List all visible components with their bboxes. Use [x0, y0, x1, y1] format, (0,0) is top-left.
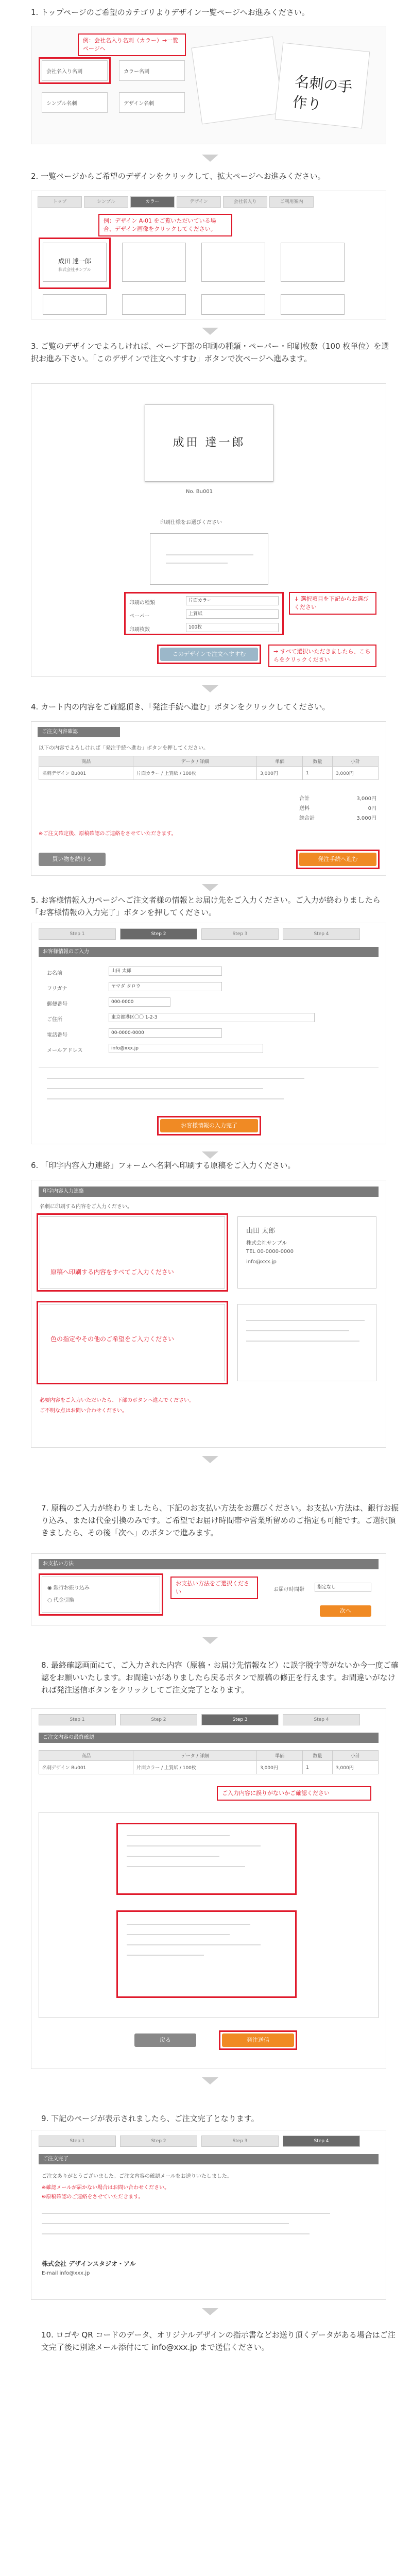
- step-tab: Step 1: [39, 928, 116, 940]
- delivery-time-select[interactable]: 指定なし: [315, 1583, 371, 1592]
- step-3-callout: → すべて選択いただきましたら、こちらをクリックください: [268, 645, 376, 667]
- option-label: 代金引換: [53, 1598, 74, 1603]
- text-line: [127, 1955, 204, 1956]
- down-arrow-icon: [202, 1637, 218, 1644]
- step-9-heading: [41, 2112, 402, 2125]
- design-code: No. Bu001: [186, 489, 213, 495]
- step-tabs: [39, 2136, 360, 2147]
- step-5-screenshot: [31, 923, 386, 1144]
- step-tab: Step 3: [201, 1714, 279, 1725]
- highlight-frame: [157, 645, 261, 664]
- cell: 1: [303, 1761, 333, 1774]
- step-3-callout: ↓ 選択項目を下記からお選びください: [289, 592, 376, 615]
- step-1-callout: 例：会社名入り名刺（カラー）→一覧ページへ: [78, 33, 186, 56]
- step-number: 10.: [41, 2330, 54, 2340]
- total-value: 3,000円: [356, 816, 376, 821]
- preview-line: info@xxx.jp: [246, 1259, 277, 1265]
- textarea-hint: 色の指定やその他のご希望をご入力ください: [50, 1335, 175, 1343]
- field-label: 郵便番号: [47, 1002, 67, 1007]
- payment-option[interactable]: ○ 代金引換: [47, 1598, 74, 1603]
- text-line: [42, 2223, 289, 2224]
- card-name: 成田 達一郎: [173, 436, 246, 449]
- category-link[interactable]: デザイン名刺: [119, 92, 185, 113]
- field-label: お届け時間帯: [273, 1587, 304, 1592]
- customer-info-submit-button[interactable]: お客様情報の入力完了: [160, 1119, 258, 1132]
- step-tab: Step 2: [120, 928, 197, 940]
- down-arrow-icon: [202, 328, 218, 335]
- step-4-screenshot: [31, 721, 386, 876]
- print-preview: [237, 1216, 376, 1289]
- preview-line: 株式会社サンプル: [246, 1241, 287, 1246]
- step-number: 9.: [41, 2114, 49, 2123]
- red-note: ※確認メールが届かない場合はお問い合わせください。: [42, 2185, 170, 2191]
- column-header: 単価: [257, 756, 303, 767]
- text-line: [127, 1866, 245, 1867]
- field-label: フリガナ: [47, 986, 67, 992]
- highlight-frame: [219, 2030, 297, 2050]
- step-tab: Step 4: [283, 1714, 360, 1725]
- cell: 3,000円: [257, 1761, 303, 1774]
- red-note: ご不明な点はお問い合わせください。: [40, 1408, 127, 1414]
- cell: 片面カラー / 上質紙 / 100枚: [133, 1761, 257, 1774]
- down-arrow-icon: [202, 1151, 218, 1159]
- step-text: トップページのご希望のカテゴリよりデザイン一覧ページへお進みください。: [41, 8, 310, 17]
- text-line: [166, 563, 228, 564]
- cell: 3,000円: [332, 1761, 378, 1774]
- design-thumbnail[interactable]: [122, 243, 186, 282]
- step-number: 5.: [31, 895, 39, 905]
- card-name: 成田 達一郎: [58, 258, 91, 265]
- step-number: 6.: [31, 1161, 39, 1170]
- section-header: ご注文内容の最終確認: [39, 1733, 379, 1743]
- paper-select[interactable]: 上質紙: [186, 609, 279, 619]
- text-line: [246, 1330, 349, 1331]
- step-text: 原稿のご入力が終わりましたら、下記のお支払い方法をお選びください。お支払い方法は、銀行お振り込み、または代金引換のみです。ご希望でお届け時間帯や営業所留めのご指定も可能です。ご選択頂きましたら、その後「次へ」のボタンで進みます。: [41, 1503, 399, 1537]
- preview-line: 山田 太郎: [246, 1227, 276, 1235]
- step-text: 下記のページが表示されましたら、ご注文完了となります。: [51, 2114, 259, 2123]
- option-label: 印刷枚数: [129, 627, 150, 633]
- total-label: 総合計: [299, 816, 315, 821]
- step-9-screenshot: [31, 2130, 386, 2300]
- red-note: ※原稿確認のご連絡をさせていただきます。: [42, 2194, 144, 2200]
- column-header: 商品: [39, 756, 133, 767]
- step-tab: Step 2: [120, 2136, 197, 2147]
- highlight-frame: [116, 1823, 297, 1895]
- step-7-screenshot: [31, 1553, 386, 1625]
- send-order-button[interactable]: 発注送信: [222, 2033, 294, 2047]
- text-line: [47, 1088, 263, 1089]
- text-line: [246, 1341, 359, 1342]
- cell: 3,000円: [332, 767, 378, 780]
- highlight-frame: [37, 1213, 228, 1292]
- step-tabs: [39, 928, 360, 940]
- step-8-heading: [41, 1659, 402, 1696]
- text-line: [246, 1320, 365, 1321]
- design-thumbnail[interactable]: [201, 294, 265, 315]
- total-label: 合計: [299, 796, 310, 802]
- nav-tab[interactable]: 会社名入り: [223, 196, 267, 208]
- section-header: ご注文内容確認: [38, 727, 120, 737]
- step-8-screenshot: [31, 1708, 386, 2069]
- step-text: 一覧ページからご希望のデザインをクリックして、拡大ページへお進みください。: [41, 172, 325, 181]
- quantity-select[interactable]: 100枚: [186, 623, 279, 632]
- section-header: 印字内容入力連絡: [39, 1187, 379, 1197]
- proceed-checkout-button[interactable]: 発注手続へ進む: [299, 853, 376, 866]
- step-3-heading: [31, 340, 391, 365]
- design-thumbnail[interactable]: [281, 294, 345, 315]
- down-arrow-icon: [202, 685, 218, 692]
- company-name: 株式会社 デザインスタジオ・アル: [42, 2260, 136, 2267]
- text-line: [127, 1835, 230, 1836]
- cart-table: [39, 756, 379, 780]
- red-note: ※ご注文確定後、原稿確認のご連絡をさせていただきます。: [39, 831, 177, 837]
- step-number: 8.: [41, 1660, 49, 1670]
- down-arrow-icon: [202, 1456, 218, 1463]
- step-5-heading: [31, 894, 391, 919]
- options-title: 印刷仕様をお選びください: [160, 520, 222, 526]
- card-company: 株式会社サンプル: [58, 267, 91, 272]
- complete-message: ご注文ありがとうございました。ご注文内容の確認メールをお送りいたしました。: [42, 2174, 232, 2179]
- textarea-hint: 原稿へ印刷する内容をすべてご入力ください: [50, 1268, 174, 1276]
- step-6-screenshot: [31, 1180, 386, 1448]
- text-line: [127, 1924, 250, 1925]
- cell: 1: [303, 767, 333, 780]
- table-row: [39, 1761, 379, 1774]
- kana-input[interactable]: ヤマダ タロウ: [109, 982, 222, 991]
- option-label: ペーパー: [129, 614, 150, 619]
- company-info: E-mail info@xxx.jp: [42, 2270, 90, 2276]
- option-label: 印刷の種類: [129, 600, 155, 606]
- nav-tab[interactable]: シンプル: [84, 196, 128, 208]
- step-2-heading: [31, 170, 391, 182]
- step-tab: Step 2: [120, 1714, 197, 1725]
- column-header: 単価: [257, 1751, 303, 1761]
- step-tab: Step 1: [39, 1714, 116, 1725]
- design-thumbnail[interactable]: [281, 243, 345, 282]
- highlight-frame: [39, 1573, 163, 1616]
- nav-tab[interactable]: トップ: [38, 196, 82, 208]
- category-link[interactable]: シンプル名刺: [42, 92, 108, 113]
- field-label: ご住所: [47, 1017, 62, 1023]
- highlight-frame: [124, 592, 284, 635]
- step-tab: Step 3: [201, 2136, 279, 2147]
- table-row: [39, 767, 379, 780]
- text-line: [127, 1934, 230, 1935]
- step-7-callout: お支払い方法をご選択ください: [170, 1577, 258, 1599]
- column-header: 数量: [303, 756, 333, 767]
- cell: 片面カラー / 上質紙 / 100枚: [133, 767, 257, 780]
- down-arrow-icon: [202, 884, 218, 891]
- option-label: 銀行お振り込み: [53, 1585, 90, 1591]
- step-number: 7.: [41, 1503, 49, 1513]
- step-number: 2.: [31, 172, 39, 181]
- step-tab: Step 4: [283, 928, 360, 940]
- continue-shopping-button[interactable]: 買い物を続ける: [39, 853, 106, 866]
- step-2-callout: 例：デザイン A-01 をご覧いただいている場合、デザイン画像をクリックしてください。: [98, 214, 232, 236]
- text-line: [127, 1856, 219, 1857]
- print-type-select[interactable]: 片面カラー: [186, 596, 279, 605]
- step-tab: Step 4: [283, 2136, 360, 2147]
- design-thumbnail[interactable]: [43, 294, 107, 315]
- back-button[interactable]: 戻る: [134, 2033, 196, 2047]
- sample-card-image: [275, 43, 370, 129]
- design-thumbnail[interactable]: [122, 294, 186, 315]
- design-thumbnail[interactable]: [201, 243, 265, 282]
- field-label: お名前: [47, 971, 62, 976]
- field-label: 電話番号: [47, 1032, 67, 1038]
- step-tab: Step 1: [39, 2136, 116, 2147]
- step-4-heading: [31, 701, 391, 713]
- text-line: [47, 1078, 304, 1079]
- step-10-heading: [41, 2329, 402, 2353]
- order-button[interactable]: このデザインで注文へすすむ: [160, 648, 258, 661]
- next-button[interactable]: 次へ: [320, 1605, 371, 1617]
- step-tab: Step 3: [201, 928, 279, 940]
- step-number: 1.: [31, 8, 39, 17]
- totals-block: [299, 794, 376, 821]
- text-line: [166, 554, 253, 555]
- email-input[interactable]: info@xxx.jp: [109, 1044, 263, 1053]
- cell: 名刺デザイン Bu001: [39, 1761, 133, 1774]
- step-1-heading: [31, 6, 391, 19]
- step-text: お客様情報入力ページへご注文者様の情報とお届け先をご入力ください。ご入力が終わりましたら「お客様情報の入力完了」ボタンを押してください。: [31, 895, 381, 917]
- column-header: 数量: [303, 1751, 333, 1761]
- column-header: データ / 詳細: [133, 1751, 257, 1761]
- column-header: 商品: [39, 1751, 133, 1761]
- phone-input[interactable]: 00-0000-0000: [109, 1028, 222, 1038]
- zip-input[interactable]: 000-0000: [109, 997, 170, 1007]
- step-number: 4.: [31, 702, 39, 711]
- step-2-screenshot: [31, 191, 386, 319]
- intro-text: 以下の内容でよろしければ「発注手続へ進む」ボタンを押してください。: [39, 745, 209, 751]
- reference-box: [237, 1304, 376, 1381]
- step-text: 最終確認画面にて、ご入力された内容（原稿・お届け先情報など）に誤字脱字等がないか今一度ご確認をお願いいたします。お間違いがありましたら戻るボタンで原稿の修正を行えます。お間違いがなければ発注送信ボタンをクリックしてご注文完了となります。: [41, 1660, 399, 1694]
- highlight-frame: [296, 850, 380, 869]
- divider: [39, 1067, 379, 1068]
- nav-tab[interactable]: カラー: [130, 196, 175, 208]
- design-preview: [145, 404, 273, 482]
- total-label: 送料: [299, 806, 310, 811]
- category-link[interactable]: カラー名刺: [119, 60, 185, 81]
- step-6-heading: [31, 1159, 391, 1172]
- down-arrow-icon: [202, 155, 218, 162]
- column-header: データ / 詳細: [133, 756, 257, 767]
- step-text: 「印字内容入力連絡」フォームへ名刺へ印刷する原稿をご入力ください。: [41, 1161, 296, 1170]
- highlight-frame: [157, 1116, 261, 1136]
- sample-card-image: [191, 37, 283, 125]
- column-header: 小計: [332, 1751, 378, 1761]
- column-header: 小計: [332, 756, 378, 767]
- section-header: お客様情報のご入力: [39, 947, 379, 957]
- nav-tabs: [38, 196, 314, 208]
- red-note: 必要内容をご入力いただいたら、下部のボタンへ進んでください。: [40, 1398, 194, 1403]
- step-7-heading: [41, 1502, 402, 1539]
- step-tabs: [39, 1714, 360, 1725]
- step-number: 3.: [31, 342, 39, 351]
- design-back-preview: [150, 533, 268, 585]
- payment-option[interactable]: ◉ 銀行お振り込み: [47, 1585, 90, 1591]
- step-text: ご覧のデザインでよろしければ、ページ下部の印刷の種類・ペーパー・印刷枚数（100 枚単位）を選択お進み下さい。「このデザインで注文へすすむ」ボタンで次ページへ進みます。: [31, 342, 389, 363]
- text-line: [42, 2213, 330, 2214]
- section-header: ご注文完了: [39, 2154, 379, 2164]
- text-line: [127, 1944, 261, 1945]
- total-value: 0円: [368, 806, 376, 811]
- preview-line: TEL 00-0000-0000: [246, 1249, 294, 1255]
- highlight-frame: [37, 1301, 228, 1384]
- step-text: ロゴや QR コードのデータ、オリジナルデザインの指示書などお送り頂くデータがある場合はご注文完了後に別途メール添付にて info@xxx.jp まで送信ください。: [41, 2330, 396, 2352]
- name-input[interactable]: 山田 太郎: [109, 967, 222, 976]
- confirm-table: [39, 1750, 379, 1774]
- design-thumbnail[interactable]: [43, 243, 107, 282]
- step-1-screenshot: [31, 26, 386, 144]
- text-line: [127, 1845, 261, 1846]
- field-label: メールアドレス: [47, 1048, 83, 1054]
- down-arrow-icon: [202, 2308, 218, 2315]
- category-link[interactable]: 会社名入り名刺: [42, 60, 108, 81]
- down-arrow-icon: [202, 2077, 218, 2084]
- description-text: 名刺に印刷する内容をご入力ください。: [40, 1204, 132, 1210]
- confirm-details: [39, 1812, 379, 2018]
- step-text: カート内の内容をご確認頂き、「発注手続へ進む」ボタンをクリックしてください。: [41, 702, 330, 711]
- section-header: お支払い方法: [39, 1559, 379, 1569]
- step-8-callout: ご入力内容に誤りがないかご確認ください: [217, 1786, 371, 1801]
- nav-tab[interactable]: デザイン: [177, 196, 221, 208]
- text-line: [47, 1098, 284, 1099]
- step-3-screenshot: [31, 383, 386, 677]
- nav-tab[interactable]: ご利用案内: [269, 196, 314, 208]
- text-line: [42, 2233, 310, 2234]
- total-value: 3,000円: [356, 796, 376, 802]
- address-input[interactable]: 東京都港区〇〇 1-2-3: [109, 1013, 315, 1022]
- brand-text: 名刺の手作り: [291, 73, 353, 113]
- cell: 3,000円: [257, 767, 303, 780]
- cell: 名刺デザイン Bu001: [39, 767, 133, 780]
